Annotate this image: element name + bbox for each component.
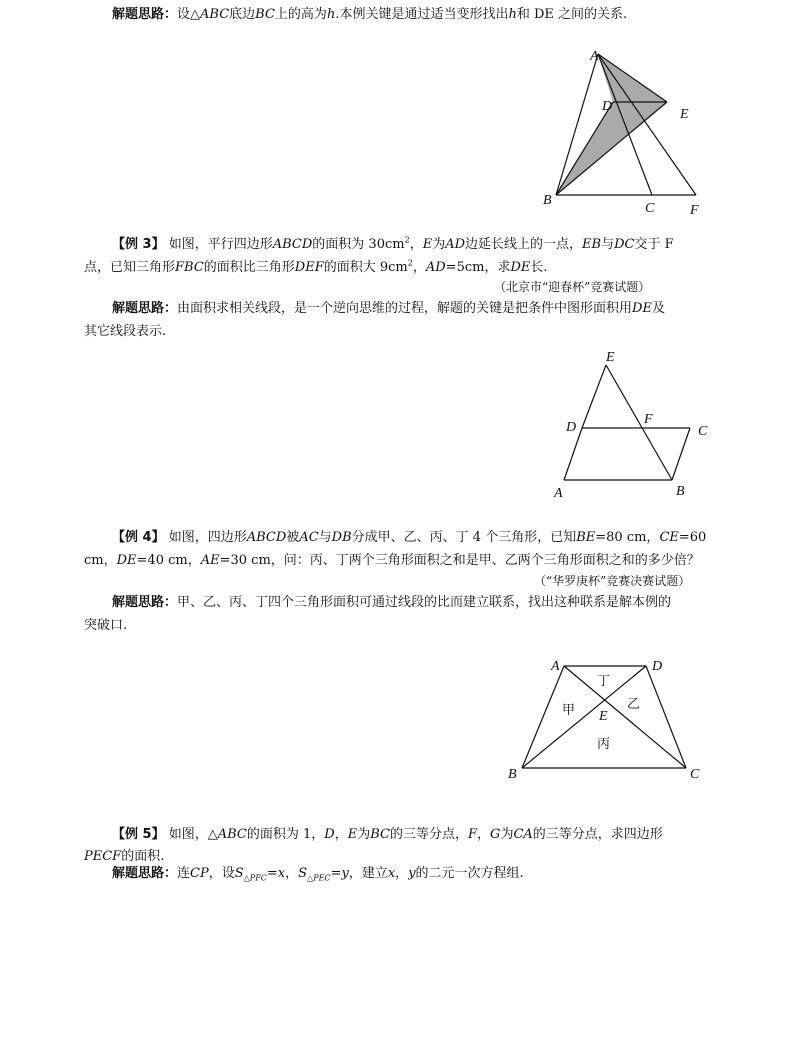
example-5-line-1: 【例 5】 如图，△ABC的面积为 1，D，E为BC的三等分点，F，G为CA的三等分点，求四边形 (112, 827, 663, 842)
label-bing: 丙 (597, 737, 611, 752)
label-e: E (680, 107, 689, 122)
segment-db (522, 666, 646, 768)
solution-idea-1: 解题思路：设△ABC底边BC上的高为h.本例关键是通过适当变形找出h和 DE 之间的关系. (112, 7, 628, 22)
label-a: A (551, 659, 560, 674)
example-4-line-1: 【例 4】 如图，四边形ABCD被AC与DB分成甲、乙、丙、丁 4 个三角形，已知BE=80 cm，CE=60 (112, 530, 707, 545)
example-3-line-1: 【例 3】 如图，平行四边形ABCD的面积为 $30cm^2$，E为AD边延长线上的一点，EB与DC交于 F (112, 235, 674, 252)
label-yi: 乙 (627, 697, 641, 712)
example-4-source: （“华罗庚杯”竞赛决赛试题） (534, 574, 691, 588)
segment-eb (606, 365, 672, 480)
solution-label: 解题思路： (112, 7, 178, 22)
label-e: E (599, 709, 608, 724)
figure-3-trapezoid (500, 650, 720, 790)
example-4-solution-line-1: 解题思路：甲、乙、丙、丁四个三角形面积可通过线段的比而建立联系，找出这种联系是解本例的 (112, 595, 672, 610)
label-b: B (508, 767, 517, 782)
label-c: C (698, 424, 708, 439)
figure-1-triangle (530, 40, 720, 220)
label-a: A (590, 49, 599, 64)
label-b: B (543, 193, 552, 208)
example-3-line-2: 点，已知三角形FBC的面积比三角形DEF的面积大 $9cm^2$，AD=5cm，求DE长. (84, 258, 548, 275)
example-5-solution: 解题思路：连CP，设$S_{\triangle PFC}=x$，$S_{\triangle PEC}=y$，建立x，y的二元一次方程组. (112, 866, 524, 883)
solution-label: 解题思路： (112, 866, 178, 881)
label-d: D (602, 99, 613, 114)
segment-dc (646, 666, 686, 768)
example-4-solution-line-2: 突破口. (84, 618, 128, 633)
label-f: F (690, 203, 699, 218)
segment-ab (522, 666, 564, 768)
segment-ac (564, 666, 686, 768)
label-f: F (644, 412, 653, 427)
example-4-tag: 【例 4】 (112, 530, 165, 545)
solution-label: 解题思路： (112, 595, 178, 610)
example-5-tag: 【例 5】 (112, 827, 165, 842)
example-3-solution-line-1: 解题思路：由面积求相关线段，是一个逆向思维的过程，解题的关键是把条件中图形面积用DE及 (112, 301, 665, 316)
label-b: B (676, 484, 685, 499)
example-5-line-2: PECF的面积. (84, 849, 165, 864)
label-e: E (606, 350, 615, 365)
segment-ad (564, 428, 582, 480)
label-a: A (554, 486, 563, 501)
label-ding: 丁 (597, 674, 611, 689)
example-3-solution-line-2: 其它线段表示. (84, 324, 167, 339)
segment-de-ext (582, 365, 606, 428)
figure-2-parallelogram (548, 345, 728, 505)
label-jia: 甲 (562, 703, 576, 718)
example-4-line-2: cm，DE=40 cm，AE=30 cm，问：丙、丁两个三角形面积之和是甲、乙两个三角形面积之和的多少倍？ (84, 553, 700, 568)
segment-cb (672, 428, 690, 480)
example-3-source: （北京市“迎春杯”竞赛试题） (494, 280, 651, 294)
solution-label: 解题思路： (112, 301, 178, 316)
label-d: D (566, 420, 577, 435)
label-c: C (645, 201, 655, 216)
label-c: C (690, 767, 700, 782)
example-3-tag: 【例 3】 (112, 237, 165, 252)
label-d: D (652, 659, 663, 674)
